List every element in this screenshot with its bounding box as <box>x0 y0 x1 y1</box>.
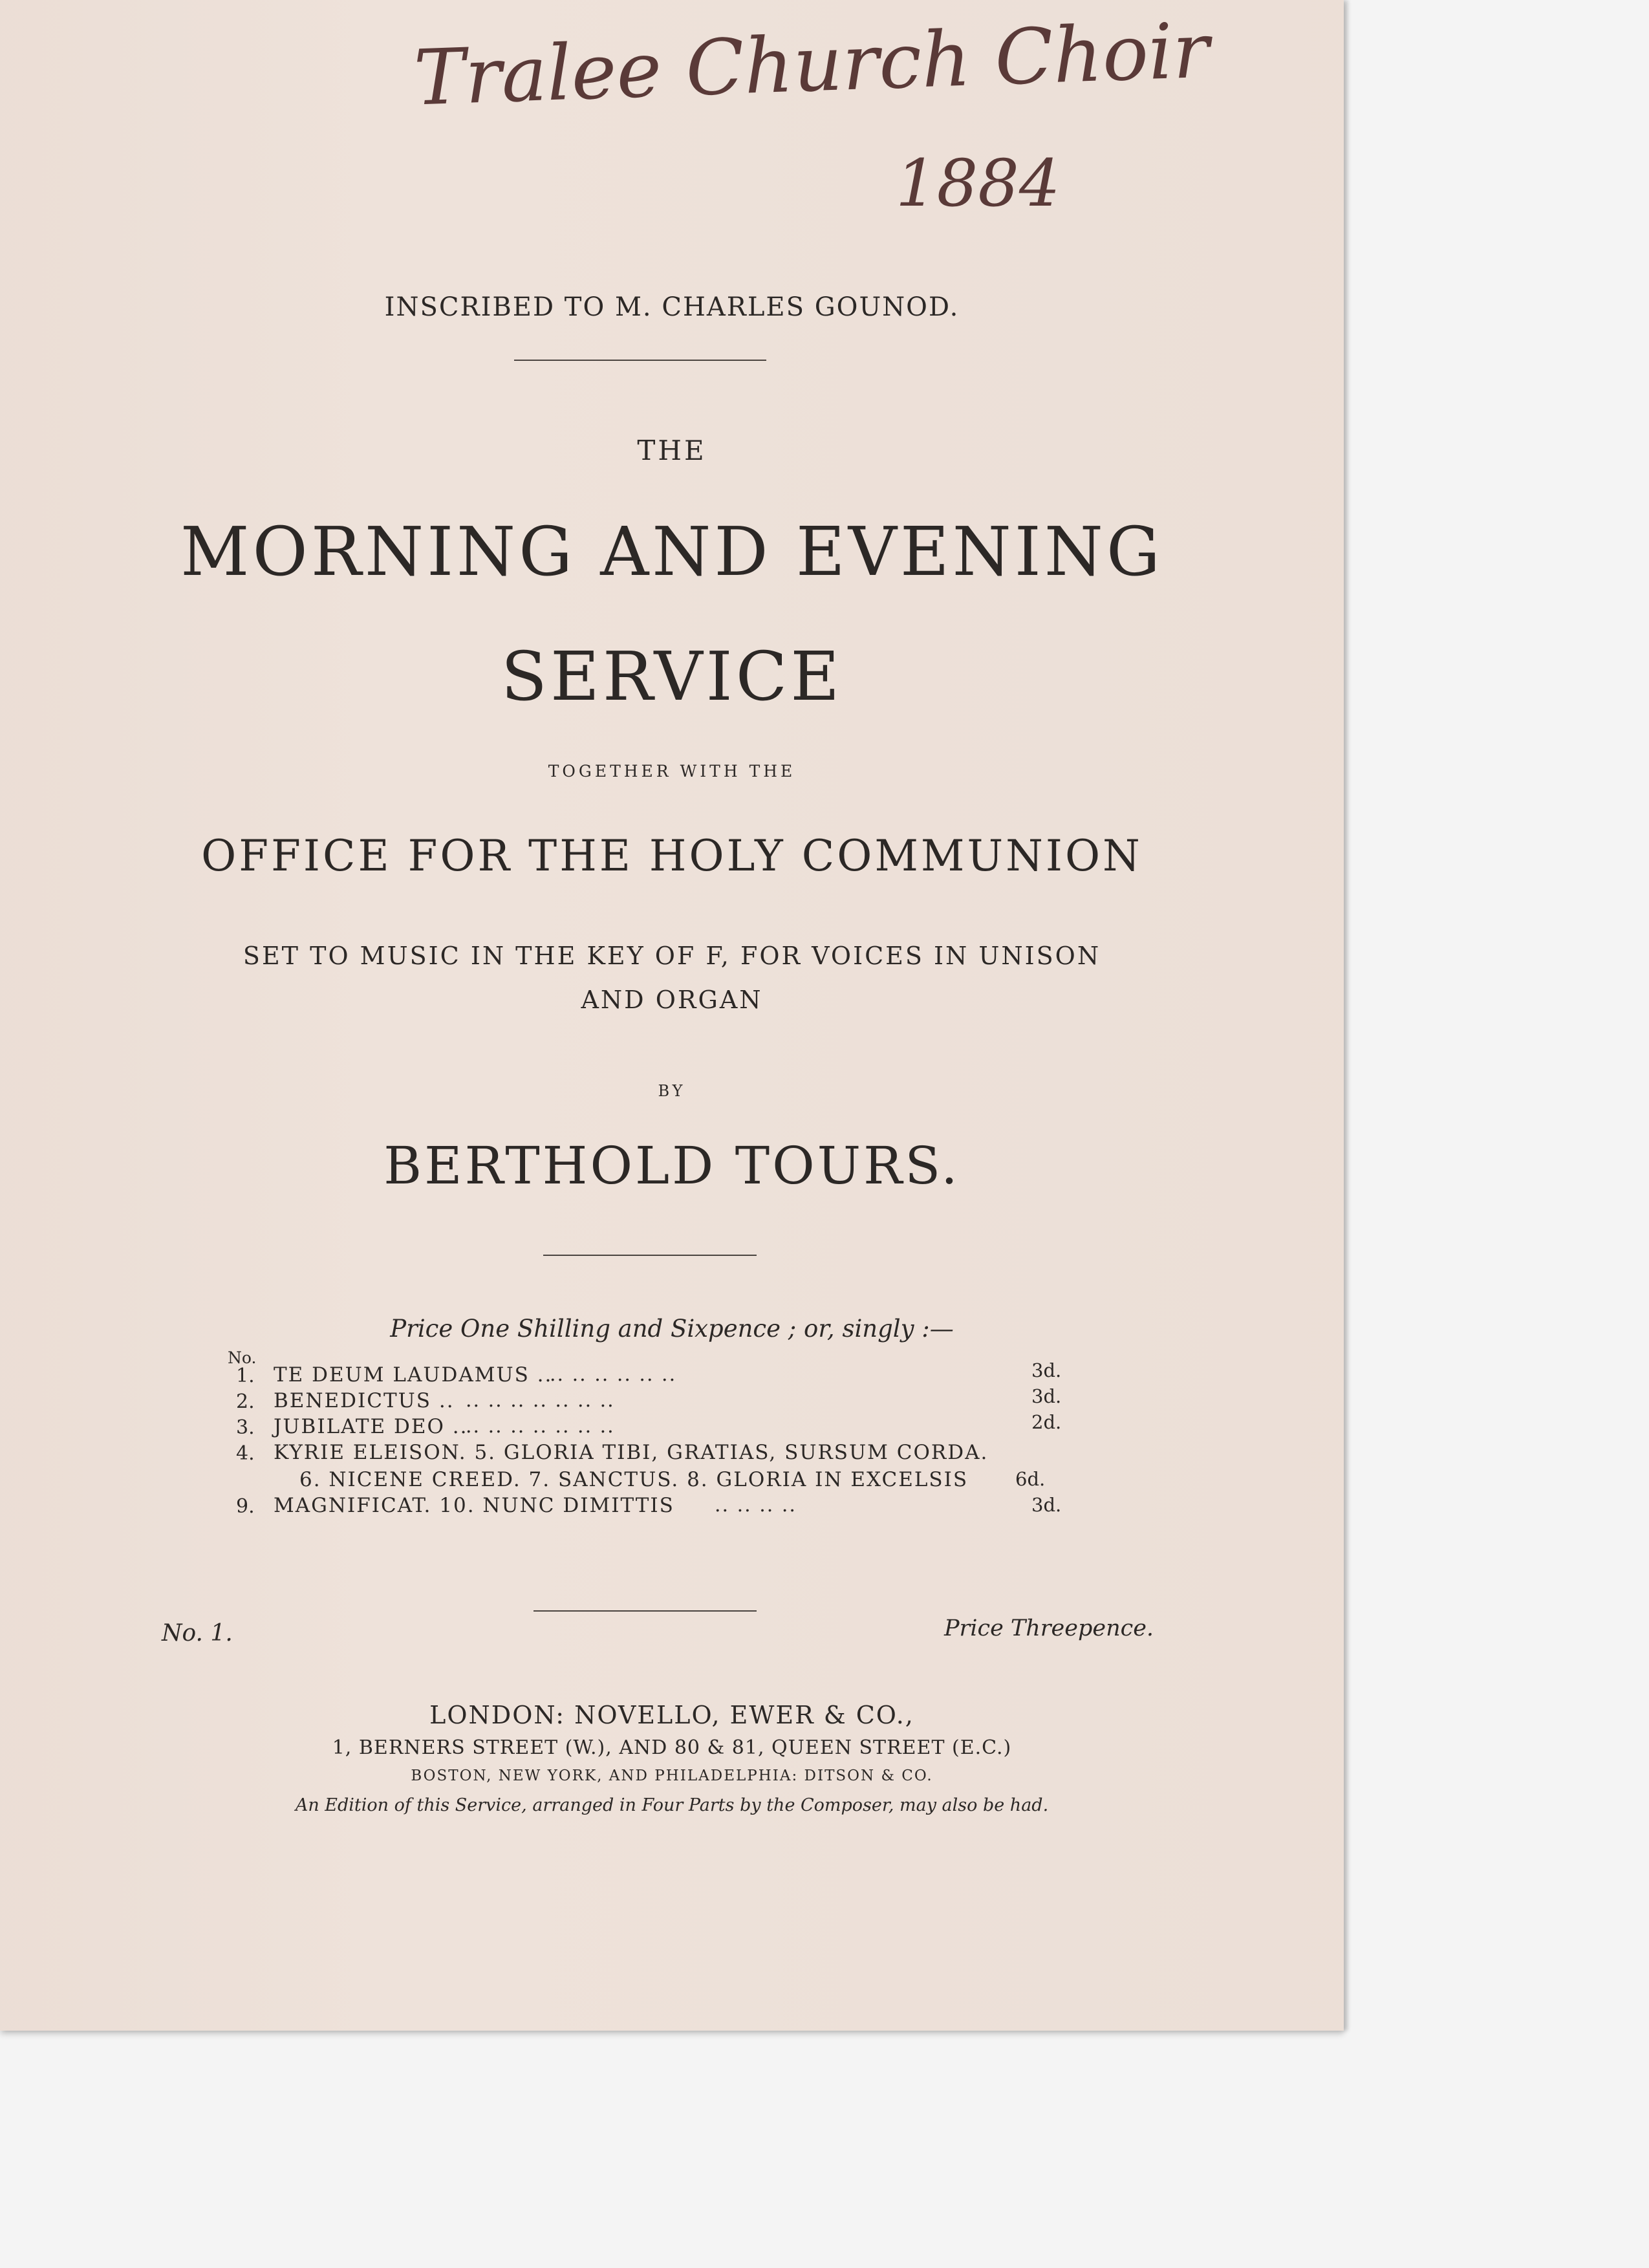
item-number: 2. <box>236 1390 255 1413</box>
dedication: INSCRIBED TO M. CHARLES GOUNOD. <box>384 292 960 322</box>
title-line-1: MORNING AND EVENING <box>180 512 1163 591</box>
item-price: 3d. <box>1031 1494 1062 1516</box>
item-title: TE DEUM LAUDAMUS .. <box>274 1363 553 1387</box>
divider-lower <box>534 1610 757 1612</box>
title-the: THE <box>637 435 707 466</box>
item-number: 1. <box>236 1365 255 1387</box>
leader-dots: .. .. .. .. .. .. .. <box>466 1415 615 1438</box>
price-heading: Price One Shilling and Sixpence ; or, singly :— <box>390 1315 954 1343</box>
leader-dots: .. .. .. .. <box>715 1494 797 1517</box>
publisher-address: 1, BERNERS STREET (W.), AND 80 & 81, QUEEN STREET (E.C.) <box>332 1736 1012 1759</box>
contents-no-label: No. <box>228 1348 257 1367</box>
item-title: MAGNIFICAT. 10. NUNC DIMITTIS <box>274 1494 674 1517</box>
divider-middle <box>543 1255 757 1256</box>
item-number: 4. <box>236 1442 255 1465</box>
handwritten-inscription: Tralee Church Choir <box>412 5 1211 123</box>
item-price: 3d. <box>1031 1385 1062 1407</box>
publisher-agents: BOSTON, NEW YORK, AND PHILADELPHIA: DITSON & CO. <box>411 1767 933 1784</box>
item-title: BENEDICTUS .. <box>274 1389 455 1412</box>
series-number: No. 1. <box>162 1620 233 1647</box>
item-title: 6. NICENE CREED. 7. SANCTUS. 8. GLORIA IN EXCELSIS <box>299 1468 969 1491</box>
setting-line-1: SET TO MUSIC IN THE KEY OF F, FOR VOICES IN UNISON <box>242 942 1101 970</box>
together-with: TOGETHER WITH THE <box>548 762 796 781</box>
leader-dots: .. .. .. .. .. .. .. <box>466 1389 615 1412</box>
item-number: 9. <box>236 1495 255 1518</box>
handwritten-year: 1884 <box>896 146 1061 221</box>
composer-name: BERTHOLD TOURS. <box>383 1136 960 1196</box>
item-price: 2d. <box>1031 1411 1062 1433</box>
publisher: LONDON: NOVELLO, EWER & CO., <box>429 1701 914 1729</box>
item-title: KYRIE ELEISON. 5. GLORIA TIBI, GRATIAS, SURSUM CORDA. <box>274 1441 989 1464</box>
setting-line-2: AND ORGAN <box>581 986 763 1014</box>
item-number: 3. <box>236 1416 255 1439</box>
divider-top <box>514 360 766 361</box>
item-price: 6d. <box>1015 1468 1046 1490</box>
edition-note: An Edition of this Service, arranged in Four Parts by the Composer, may also be had. <box>295 1795 1049 1815</box>
item-title: JUBILATE DEO .. <box>274 1415 468 1438</box>
leader-dots: .. .. .. .. .. .. <box>550 1363 677 1386</box>
item-price: 3d. <box>1031 1359 1062 1381</box>
office-title: OFFICE FOR THE HOLY COMMUNION <box>201 831 1143 881</box>
by-label: BY <box>658 1082 686 1100</box>
title-line-2: SERVICE <box>501 637 843 716</box>
single-price: Price Threepence. <box>944 1615 1154 1641</box>
